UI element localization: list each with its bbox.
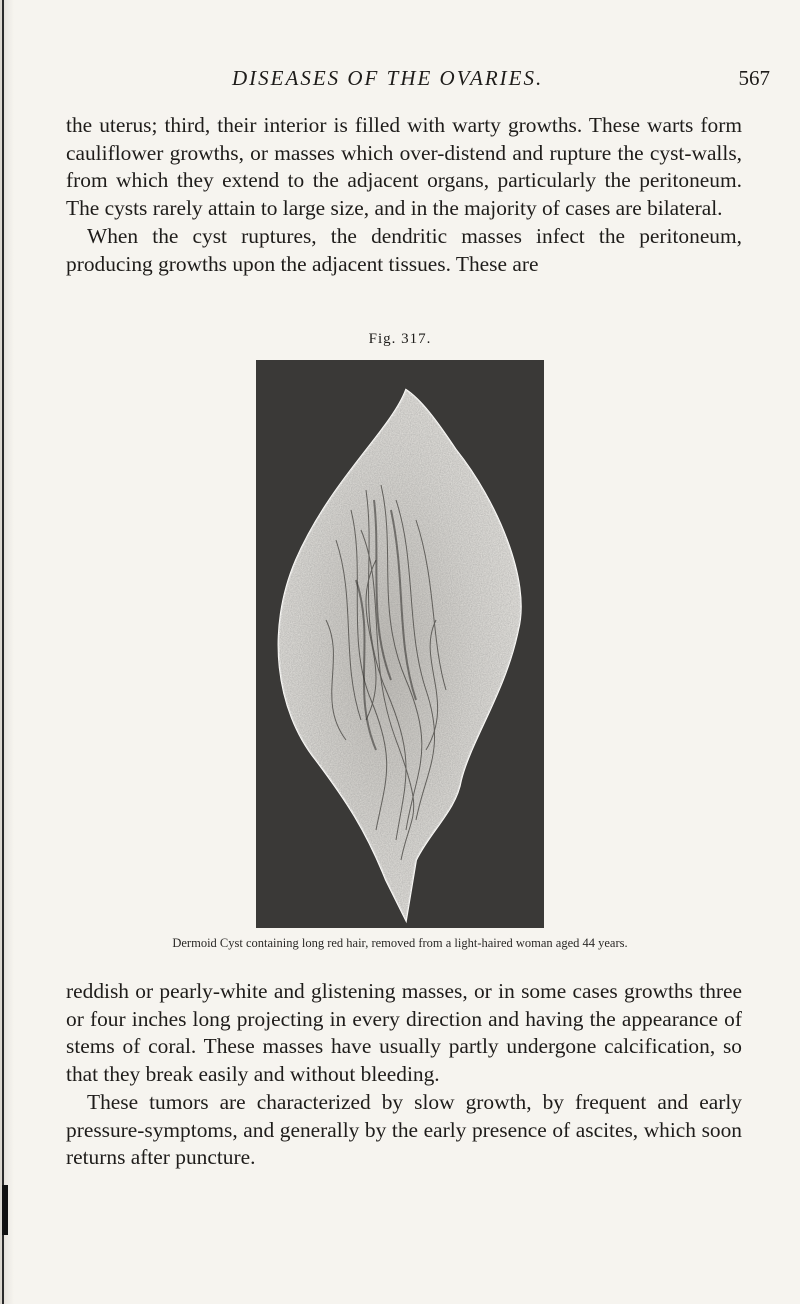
paragraph: These tumors are characterized by slow growth, by frequent and early pressure-symptoms, and generally by the early presence of ascites, which soon returns after puncture. bbox=[66, 1089, 742, 1170]
figure-caption: Dermoid Cyst containing long red hair, removed from a light-haired woman aged 44 years. bbox=[172, 936, 628, 950]
dermoid-cyst-illustration bbox=[256, 360, 544, 928]
paragraph: reddish or pearly-white and glistening masses, or in some cases growths three or four inches long projecting in every direction and having the appearance of stems of coral. These masses have usually partly undergone calcification, so that they break easily and without bleeding. bbox=[66, 979, 742, 1087]
body-text-top bbox=[66, 112, 742, 278]
spine-edge-line bbox=[2, 0, 4, 1304]
paragraph: When the cyst ruptures, the dendritic masses infect the peritoneum, producing growths upon the adjacent tissues. These are bbox=[66, 223, 742, 276]
page-header bbox=[0, 66, 800, 96]
book-spine-shadow bbox=[0, 0, 14, 1304]
paragraph: the uterus; third, their interior is filled with warty growths. These warts form cauliflower growths, or masses which over-distend and rupture the cyst-walls, from which they extend to the adjacent organs, particularly the peritoneum. The cysts rarely attain to large size, and in the majority of cases are bilateral. bbox=[66, 113, 742, 221]
figure-dermoid-cyst-photo bbox=[256, 360, 544, 928]
figure-label: Fig. 317. bbox=[368, 331, 432, 347]
running-head: DISEASES OF THE OVARIES. bbox=[232, 66, 544, 90]
body-text-bottom bbox=[66, 978, 742, 1172]
spine-mark bbox=[2, 1185, 8, 1235]
page-number: 567 bbox=[738, 66, 770, 90]
